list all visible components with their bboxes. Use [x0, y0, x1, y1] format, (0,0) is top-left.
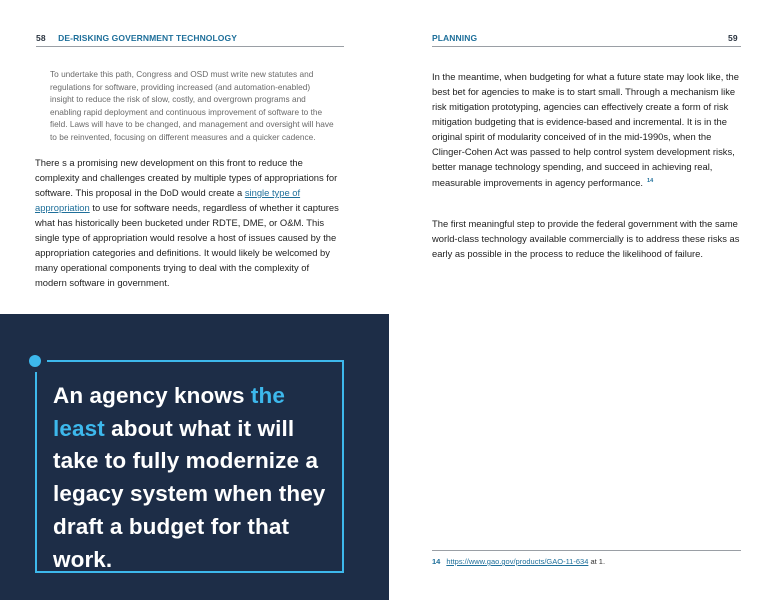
right-page [388, 0, 776, 600]
footnote-ref-14[interactable]: 14 [647, 178, 654, 184]
body-text-start: There s a promising new development on this front to reduce the complexity and challenges created by multiple types of appropriations for software. This proposal in the DoD would create a [35, 157, 338, 198]
left-body-paragraph [35, 155, 341, 290]
lead-paragraph: To undertake this path, Congress and OSD must write new statutes and regulations for software, providing increased (and automation-enabled) insight to reduce the risk of slow, costly, and overgrown programs and enabling rapid deployment and continuous improvement of software to the field. Laws will have to be changed, and management and oversight will have to be reinvented, focusing on different measures and a quicker cadence. [50, 69, 334, 142]
pull-quote-text-2: about what it will take to fully modernize a legacy system when they draft a budget for that work. [53, 415, 326, 572]
header-rule-left [36, 46, 344, 47]
footnote-link[interactable]: https://www.gao.gov/products/GAO-11-634 [446, 557, 589, 566]
right-running-head: PLANNING [432, 33, 478, 43]
right-paragraph-1 [432, 69, 744, 190]
quote-dot-icon [29, 355, 41, 367]
pull-quote-text-1: An agency knows [53, 383, 251, 408]
pull-quote [53, 380, 338, 576]
right-paragraph-2 [432, 216, 744, 261]
running-head-title: DE-RISKING GOVERNMENT TECHNOLOGY [58, 33, 237, 43]
page-number-left: 58 [36, 33, 46, 43]
footnote-suffix: at 1. [588, 557, 606, 566]
body-text-end: to use for software needs, regardless of whether it captures what has historically been bucketed under RDTE, DME, or O&M. This single type of appropriation would resolve a host of issues caused by the appropriation categories and definitions. It would likely be welcomed by many operational components trying to deal with the complexity of modern software in government. [35, 202, 339, 288]
header-rule-right [432, 46, 741, 47]
page-number-right: 59 [728, 33, 738, 43]
pull-quote-highlight: the least [53, 383, 285, 441]
paragraph-2-text: The first meaningful step to provide the federal government with the same world-class technology available commercially is to address these risks as early as possible in the process to reduce the likelihood of failure. [432, 218, 740, 259]
appropriation-link[interactable]: single type of appropriation [35, 187, 301, 213]
left-running-head [36, 33, 237, 43]
footnote-number: 14 [432, 557, 441, 566]
footnote-rule [432, 550, 741, 551]
footnote [432, 557, 605, 566]
paragraph-1-text: In the meantime, when budgeting for what a future state may look like, the best bet for agencies to make is to start small. Through a mechanism like risk mitigation prototyping, agencies can effectively create a form of risk mitigation budgeting that is evidence-based and incremental. It is in the original spirit of modularity conceived of in the mid-1990s, when the Clinger-Cohen Act was passed to help control system development risks, better manage technology spending, and succeed in achieving real, measurable improvements in agency performance. [432, 71, 739, 188]
